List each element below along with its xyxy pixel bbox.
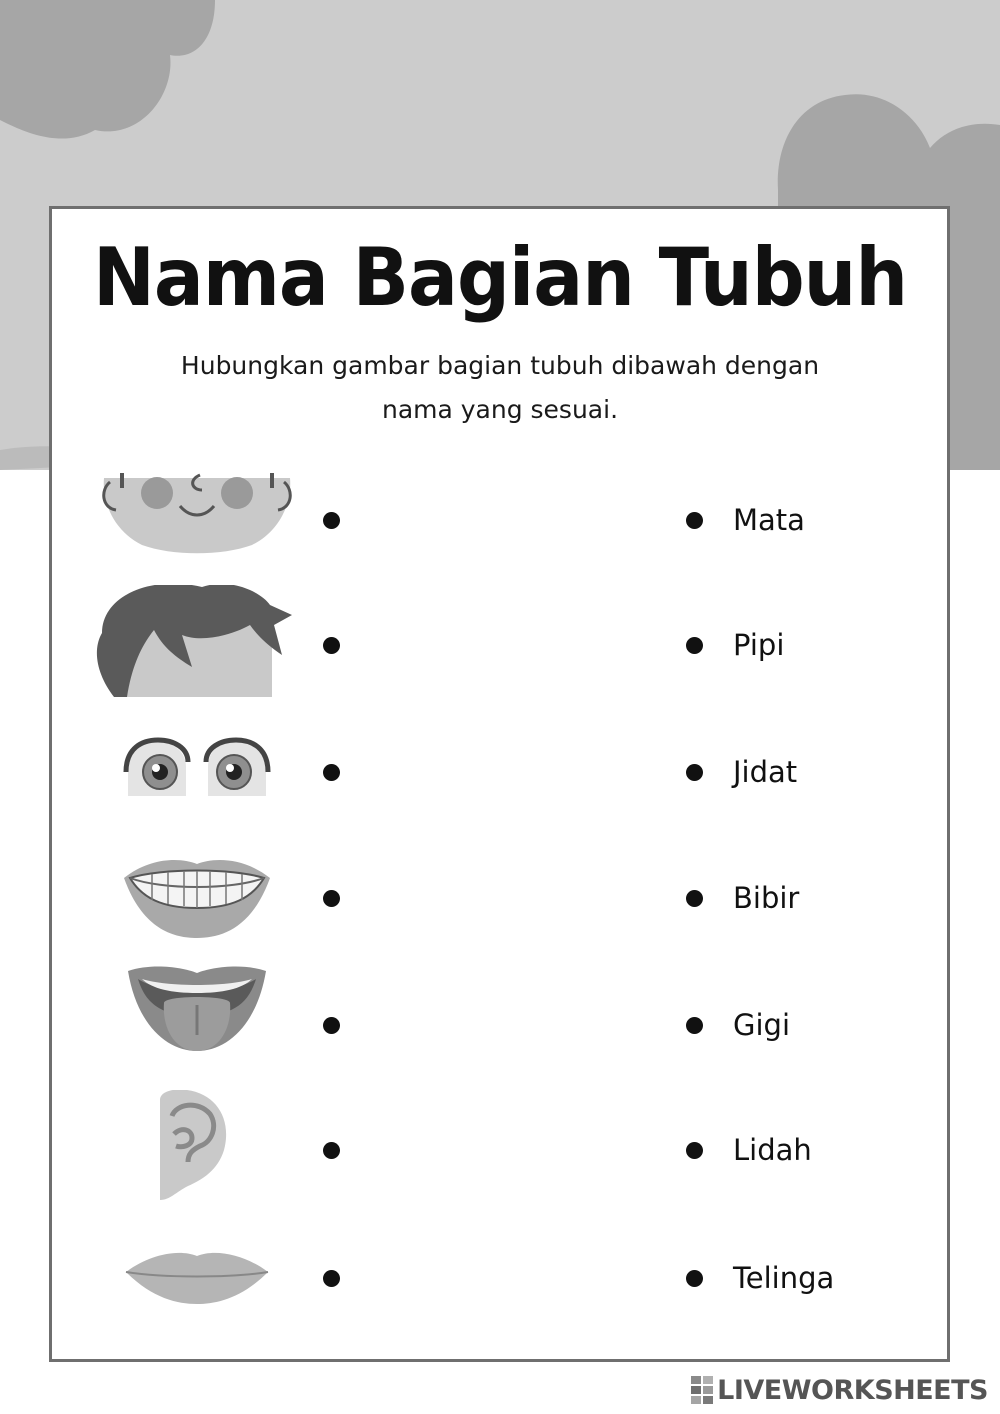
match-dot-right[interactable]	[686, 1270, 703, 1287]
match-dot-left[interactable]	[323, 1270, 340, 1287]
match-dot-right[interactable]	[686, 890, 703, 907]
match-row	[0, 838, 1000, 958]
match-row	[0, 1090, 1000, 1210]
brand-blocks-icon	[691, 1376, 713, 1404]
tongue-icon	[92, 965, 302, 1085]
instruction-line-2: nama yang sesuai.	[381, 395, 619, 424]
word-label: Mata	[733, 503, 805, 537]
match-row	[0, 460, 1000, 580]
ear-icon	[92, 1090, 302, 1210]
word-label: Telinga	[733, 1261, 835, 1295]
match-row	[0, 712, 1000, 832]
eyes-icon	[92, 712, 302, 832]
word-label: Lidah	[733, 1133, 812, 1167]
word-label: Bibir	[733, 881, 800, 915]
word-label: Pipi	[733, 628, 785, 662]
match-dot-right[interactable]	[686, 1142, 703, 1159]
match-dot-left[interactable]	[323, 1017, 340, 1034]
liveworksheets-logo	[691, 1373, 988, 1407]
match-dot-left[interactable]	[323, 512, 340, 529]
match-row	[0, 585, 1000, 705]
match-dot-left[interactable]	[323, 1142, 340, 1159]
match-row	[0, 1218, 1000, 1338]
instruction-text	[140, 344, 860, 432]
match-dot-left[interactable]	[323, 764, 340, 781]
match-dot-right[interactable]	[686, 512, 703, 529]
brand-name: LIVEWORKSHEETS	[717, 1374, 988, 1406]
instruction-line-1: Hubungkan gambar bagian tubuh dibawah dengan	[180, 351, 820, 380]
page-title: Nama Bagian Tubuh	[92, 231, 908, 325]
match-dot-right[interactable]	[686, 764, 703, 781]
word-label: Gigi	[733, 1008, 790, 1042]
hair-forehead-icon	[92, 585, 302, 705]
match-dot-left[interactable]	[323, 637, 340, 654]
match-dot-right[interactable]	[686, 637, 703, 654]
lips-icon	[92, 1218, 302, 1338]
cheeks-icon	[92, 460, 302, 580]
match-dot-left[interactable]	[323, 890, 340, 907]
teeth-icon	[92, 838, 302, 958]
word-label: Jidat	[733, 755, 798, 789]
match-row	[0, 965, 1000, 1085]
match-dot-right[interactable]	[686, 1017, 703, 1034]
